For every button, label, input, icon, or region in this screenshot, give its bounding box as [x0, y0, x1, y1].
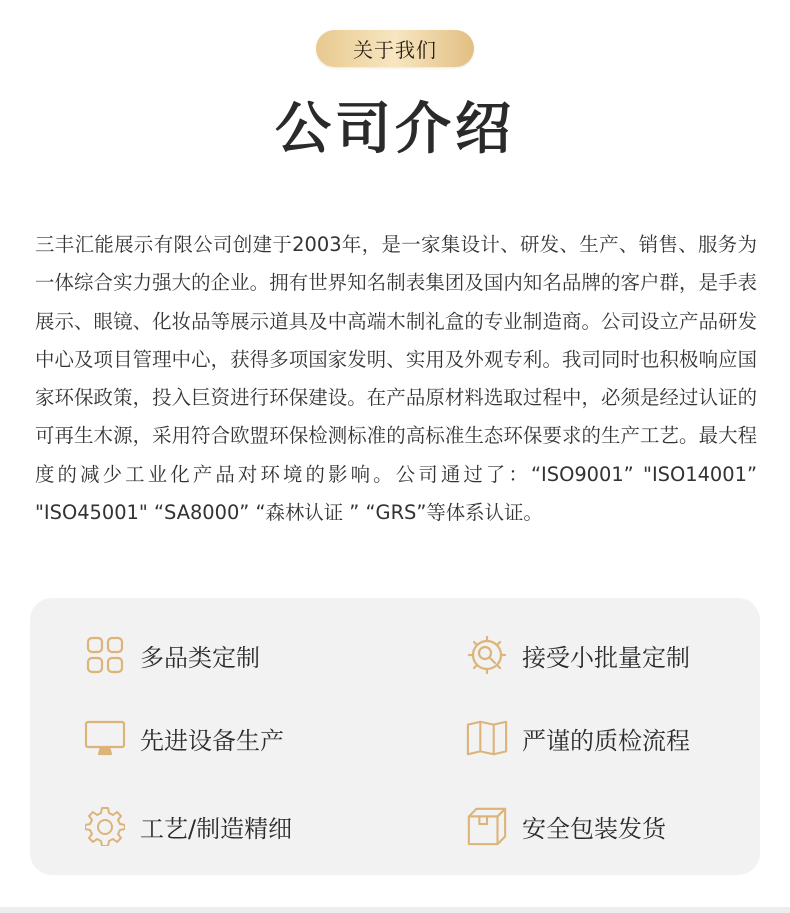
feature-small-batch-custom [466, 633, 690, 677]
feature-strict-quality-inspection [466, 716, 690, 760]
feature-fine-craftsmanship [84, 804, 292, 848]
monitor-icon [84, 717, 126, 759]
gear-icon [84, 805, 126, 847]
box-icon [466, 805, 508, 847]
book-icon [466, 717, 508, 759]
grid-icon [84, 634, 126, 676]
page-title: 公司介绍 [275, 97, 515, 162]
feature-label: 先进设备生产 [140, 726, 284, 755]
company-intro-paragraph: 三丰汇能展示有限公司创建于2003年，是一家集设计、研发、生产、销售、服务为一体综合实力强大的企业。拥有世界知名制表集团及国内知名品牌的客户群，是手表展示、眼镜、化妆品等展示道具及中高端木制礼盒的专业制造商。公司设立产品研发中心及项目管理中心，获得多项国家发明、实用及外观专利。我司同时也积极响应国家环保政策，投入巨资进行环保建设。在产品原材料选取过程中，必须是经过认证的可再生木源，采用符合欧盟环保检测标准的高标准生态环保要求的生产工艺。最大程度的减少工业化产品对环境的影响。公司通过了：“ISO9001” "ISO14001” "ISO45001" “SA8000” “森林认证 ” “GRS”等体系认证。 [35, 233, 757, 525]
magnifier-gear-icon [466, 634, 508, 676]
about-us-badge: 关于我们 [316, 30, 474, 67]
feature-label: 工艺/制造精细 [140, 814, 293, 843]
feature-label: 严谨的质检流程 [522, 726, 690, 755]
feature-safe-packaging-shipping [466, 804, 666, 848]
feature-label: 安全包装发货 [522, 814, 666, 843]
features-panel [30, 598, 760, 875]
bottom-divider [0, 907, 790, 913]
feature-label: 接受小批量定制 [522, 643, 690, 672]
feature-advanced-equipment [84, 716, 284, 760]
feature-label: 多品类定制 [140, 643, 260, 672]
feature-multi-category-custom [84, 633, 260, 677]
